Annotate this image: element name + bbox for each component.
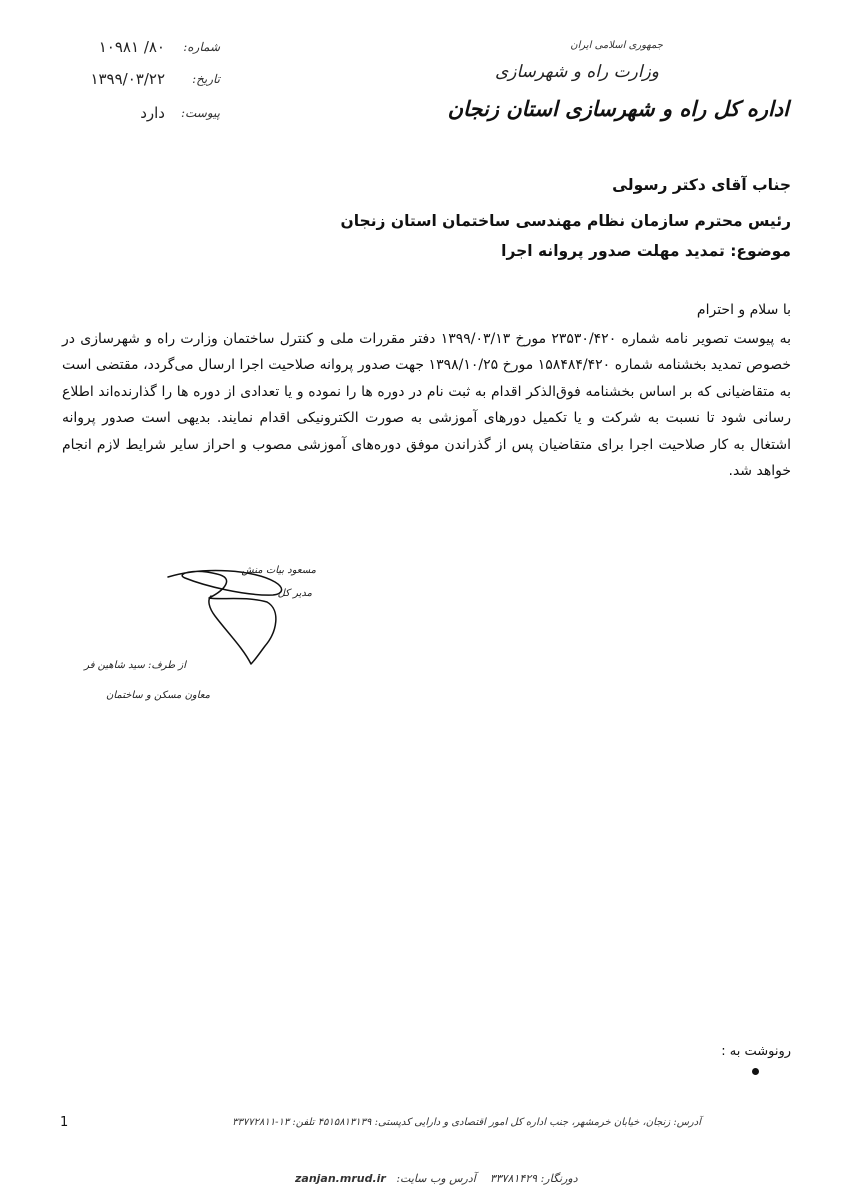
body-paragraph: به پیوست تصویر نامه شماره ۲۳۵۳۰/۴۲۰ مورخ ۱۳۹۹/۰۳/۱۳ دفتر مقررات ملی و کنترل ساختمان وزارت راه و شهرسازی در خصوص تمدید بخشنامه شماره ۱۵۸۴۸۴/۴۲۰ مورخ ۱۳۹۸/۱۰/۲۵ جهت صدور پروانه صلاحیت اجرا ارسال می‌گردد، مقتضی است به متقاضیانی که بر اساس بخشنامه فوق‌الذکر اقدام به ثبت نام در دوره ها را نموده و یا تعدادی از دوره ها را گذارنده‌اند اطلاع رسانی شود تا نسبت به شرکت و یا تکمیل دورهای آموزشی به صورت الکترونیکی اقدام نمایند. بدیهی است صدور پروانه اشتغال به کار صلاحیت اجرا برای متقاضیان پس از گذراندن موفق دوره‌های آموزشی مصوب و احراز سایر شرایط لازم انجام خواهد شد. xyxy=(62,331,791,480)
greeting: با سلام و احترام xyxy=(696,302,791,318)
footer-web-url[interactable]: zanjan.mrud.ir xyxy=(295,1172,386,1185)
footer-web-label: آدرس وب سایت: xyxy=(396,1172,476,1185)
letter-attachment-label: پیوست: xyxy=(180,106,220,120)
recipient-position: رئیس محترم سازمان نظام مهندسی ساختمان استان زنجان xyxy=(340,212,791,230)
page-number: 1 xyxy=(60,1115,69,1130)
letter-subject: موضوع: تمدید مهلت صدور پروانه اجرا xyxy=(501,242,791,260)
letter-date-row xyxy=(60,72,220,96)
letterhead-ministry: وزارت راه و شهرسازی xyxy=(494,62,659,82)
signature-scribble xyxy=(165,560,300,670)
letterhead-department: اداره کل راه و شهرسازی استان زنجان xyxy=(447,96,789,121)
footer-fax: دورنگار: ۳۳۷۸۱۴۲۹ xyxy=(489,1172,578,1185)
recipient-name: جناب آقای دکتر رسولی xyxy=(612,176,791,194)
signature-annotation-name: مسعود بیات منش xyxy=(241,565,316,576)
letter-date-label: تاریخ: xyxy=(192,72,220,86)
footer-address: آدرس: زنجان، خیابان خرمشهر، جنب اداره کل امور اقتصادی و دارایی کدپستی: ۴۵۱۵۸۱۳۱۳۹ تلفن: ۱۳-۳۳۷۷۲۸۱۱ xyxy=(232,1117,701,1128)
signature-title: معاون مسکن و ساختمان xyxy=(106,690,210,701)
letter-attachment-value: دارد xyxy=(140,104,165,122)
cc-bullet xyxy=(752,1068,759,1075)
signature-annotation-title: مدیر کل xyxy=(277,588,312,599)
letter-attachment-row xyxy=(60,106,220,130)
letter-number-label: شماره: xyxy=(183,40,220,54)
letterhead-country: جمهوری اسلامی ایران xyxy=(570,40,663,51)
letter-number-value: ۸۰/ ۱۰۹۸۱ xyxy=(98,38,165,56)
cc-label: رونوشت به : xyxy=(721,1044,791,1059)
letter-number-row xyxy=(60,40,220,64)
signature-behalf: از طرف: سید شاهین فر xyxy=(84,660,186,671)
footer-web-line xyxy=(295,1172,578,1185)
letter-date-value: ۱۳۹۹/۰۳/۲۲ xyxy=(90,70,165,88)
